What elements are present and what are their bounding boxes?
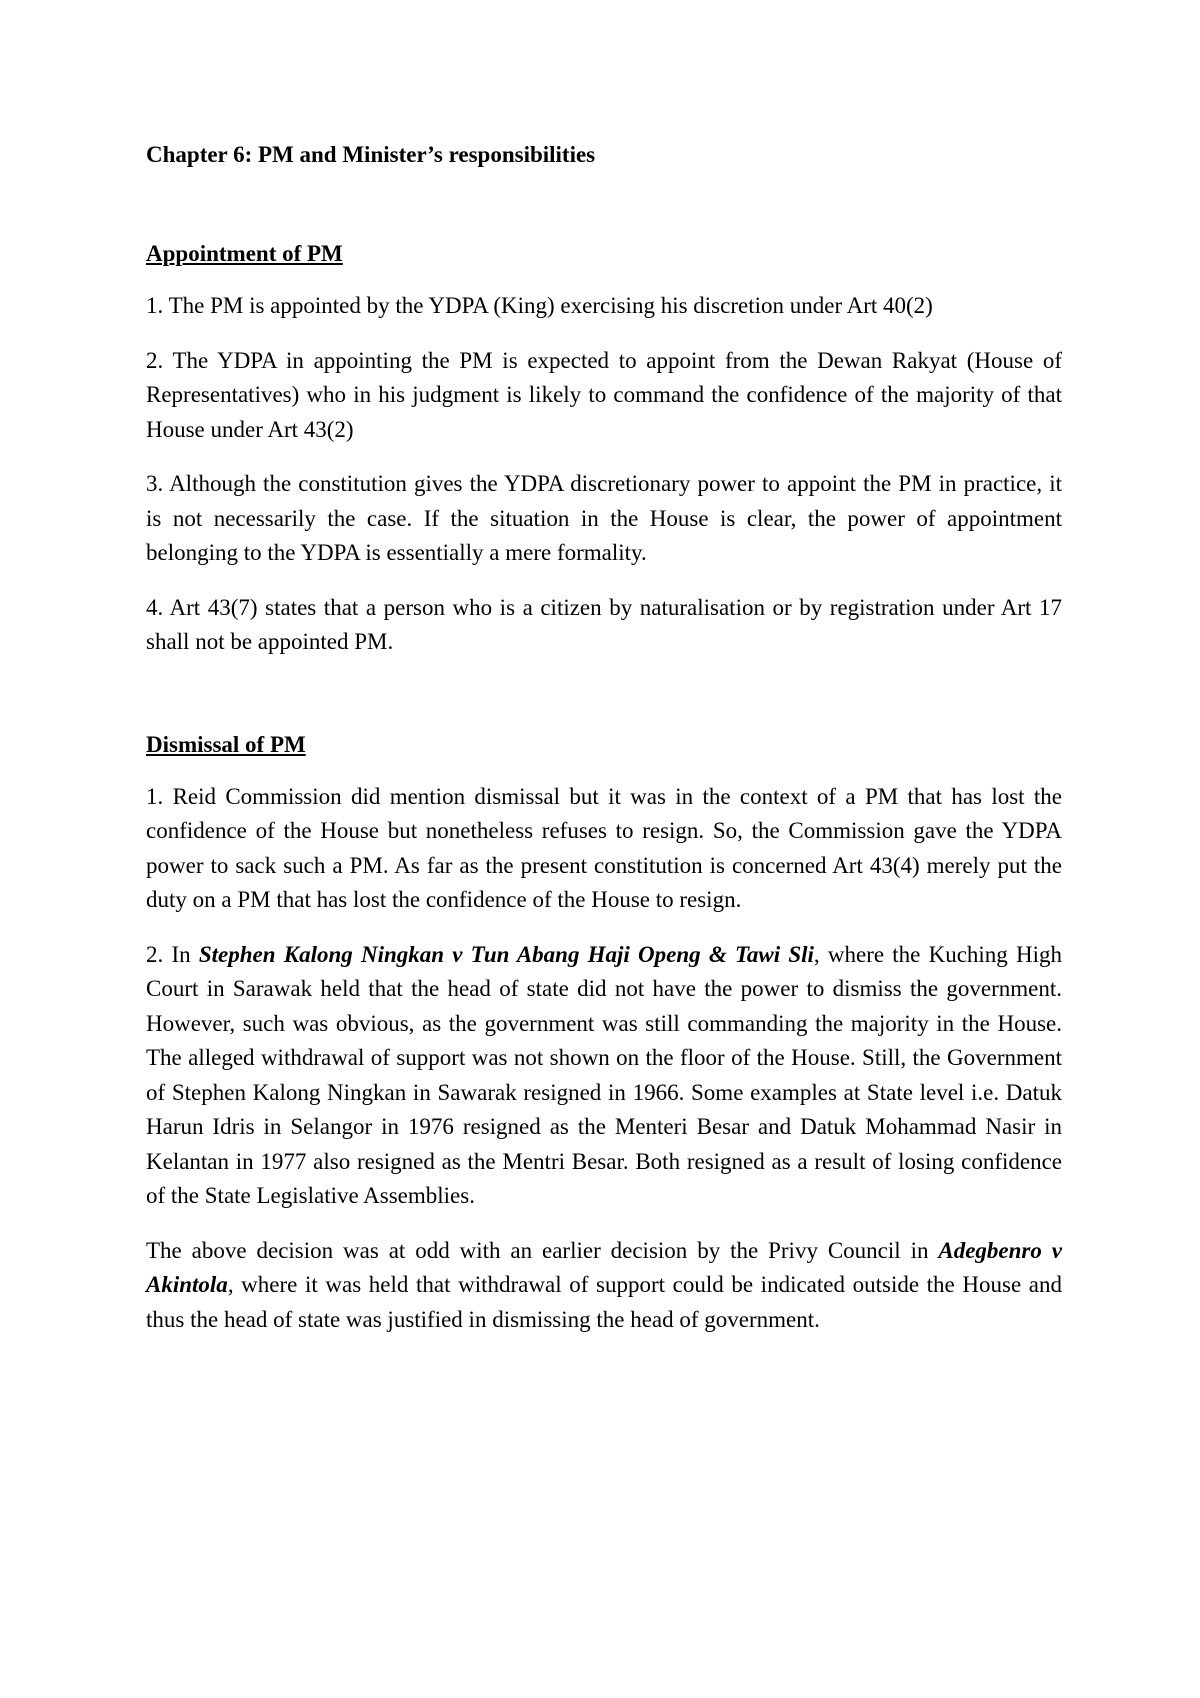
dismissal-paragraph-2-text: , where the Kuching High Court in Sarawak held that the head of state did not have the power to dismiss the government. However, such was obvious, as the government was still commanding the majority in the House. The alleged withdrawal of support was not shown on the floor of the House. Still, the Government of Stephen Kalong Ningkan in Sawarak resigned in 1966. Some examples at State level i.e. Datuk Harun Idris in Selangor in 1976 resigned as the Menteri Besar and Datuk Mohammad Nasir in Kelantan in 1977 also resigned as the Mentri Besar. Both resigned as a result of losing confidence of the State Legislative Assemblies. [146, 941, 1063, 1208]
appointment-paragraph-4: 4. Art 43(7) states that a person who is a citizen by naturalisation or by registration under Art 17 shall not be appointed PM. [146, 594, 1062, 654]
appointment-section [146, 239, 1062, 660]
appointment-paragraph-2: 2. The YDPA in appointing the PM is expected to appoint from the Dewan Rakyat (House of Representatives) who in his judgment is likely to command the confidence of the majority of that House under Art 43(2) [146, 347, 1062, 442]
dismissal-paragraph-3-text: , where it was held that withdrawal of support could be indicated outside the House and thus the head of state was justified in dismissing the head of government. [146, 1272, 1062, 1332]
appointment-paragraph-3: 3. Although the constitution gives the YDPA discretionary power to appoint the PM in practice, it is not necessarily the case. If the situation in the House is clear, the power of appointment belonging to the YDPA is essentially a mere formality. [146, 471, 1062, 565]
dismissal-section [146, 730, 1062, 1338]
section-spacer [146, 680, 1062, 730]
dismissal-paragraph-2-prefix: 2. In [146, 941, 199, 967]
appointment-paragraph-1: 1. The PM is appointed by the YDPA (King) exercising his discretion under Art 40(2) [146, 293, 933, 318]
dismissal-heading: Dismissal of PM [146, 731, 306, 757]
dismissal-paragraph-2 [146, 938, 1062, 1214]
dismissal-paragraph-3 [146, 1234, 1062, 1338]
case-name-adegbenro: Adegbenro v Akintola [146, 1237, 1062, 1297]
dismissal-paragraph-3-prefix: The above decision was at odd with an earlier decision by the Privy Council in [146, 1237, 939, 1263]
chapter-title: Chapter 6: PM and Minister’s responsibilities [146, 142, 596, 167]
case-name-ningkan: Stephen Kalong Ningkan v Tun Abang Haji Openg & Tawi Sli [198, 941, 814, 967]
dismissal-paragraph-1: 1. Reid Commission did mention dismissal but it was in the context of a PM that has lost the confidence of the House but nonetheless refuses to resign. So, the Commission gave the YDPA power to sack such a PM. As far as the present constitution is concerned Art 43(4) merely put the duty on a PM that has lost the confidence of the House to resign. [146, 783, 1062, 912]
document-page [146, 140, 1062, 1357]
appointment-heading: Appointment of PM [146, 241, 343, 266]
